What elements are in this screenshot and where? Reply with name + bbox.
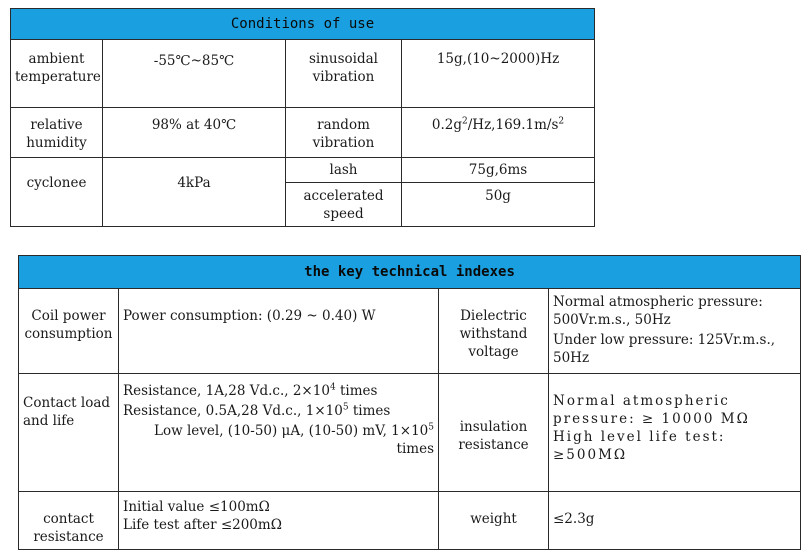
conditions-header: Conditions of use — [11, 9, 595, 40]
random-vibration-label: random vibration — [286, 108, 402, 158]
weight-label: weight — [439, 492, 549, 550]
cyclone-label: cyclonee — [11, 158, 103, 227]
insulation-label: insulation resistance — [439, 374, 549, 492]
accelerated-speed-value: 50g — [402, 183, 595, 227]
contact-load-value — [119, 374, 439, 492]
contact-resistance-label: contact resistance — [19, 492, 119, 550]
dielectric-label: Dielectric withstand voltage — [439, 289, 549, 374]
sinusoidal-vibration-label: sinusoidal vibration — [286, 40, 402, 108]
load-resistance-05a: Resistance, 0.5A,28 Vd.c., $1\times 10^5$ times — [123, 402, 391, 419]
contact-load-label: Contact load and life — [19, 374, 119, 492]
relative-humidity-label: relative humidity — [11, 108, 103, 158]
ambient-temperature-value: -55℃~85℃ — [103, 40, 286, 108]
relative-humidity-value: 98% at 40℃ — [103, 108, 286, 158]
contact-resistance-value — [119, 492, 439, 550]
dielectric-normal: Normal atmospheric pressure: 500Vr.m.s., 50Hz — [553, 294, 763, 328]
contact-resistance-life: Life test after ≤200mΩ — [123, 517, 282, 533]
accelerated-speed-label: accelerated speed — [286, 183, 402, 227]
conditions-table — [10, 8, 595, 227]
technical-indexes-table — [18, 255, 801, 550]
technical-indexes-header: the key technical indexes — [19, 256, 801, 289]
lash-label: lash — [286, 158, 402, 183]
weight-value: ≤2.3g — [549, 492, 801, 550]
cyclone-value: 4kPa — [103, 158, 286, 227]
coil-power-value: Power consumption: (0.29 ~ 0.40) W — [119, 289, 439, 374]
load-resistance-1a: Resistance, 1A,28 Vd.c., $2\times 10^4$ times — [123, 382, 378, 399]
random-vibration-value: $0.2g^2/Hz,169.1m/s^2$ — [402, 108, 595, 158]
insulation-value: Normal atmospheric pressure: ≥ 10000 MΩ High level life test: ≥500MΩ — [549, 374, 801, 492]
ambient-temperature-label: ambient temperature — [11, 40, 103, 108]
sinusoidal-vibration-value: 15g,(10~2000)Hz — [402, 40, 595, 108]
coil-power-label: Coil power consumption — [19, 289, 119, 374]
dielectric-value — [549, 289, 801, 374]
lash-value: 75g,6ms — [402, 158, 595, 183]
contact-resistance-initial: Initial value ≤100mΩ — [123, 499, 270, 515]
dielectric-low: Under low pressure: 125Vr.m.s., 50Hz — [553, 332, 776, 366]
load-low-level: Low level, (10-50) μA, (10-50) mV, $1\times 10^5$ times — [154, 422, 434, 457]
